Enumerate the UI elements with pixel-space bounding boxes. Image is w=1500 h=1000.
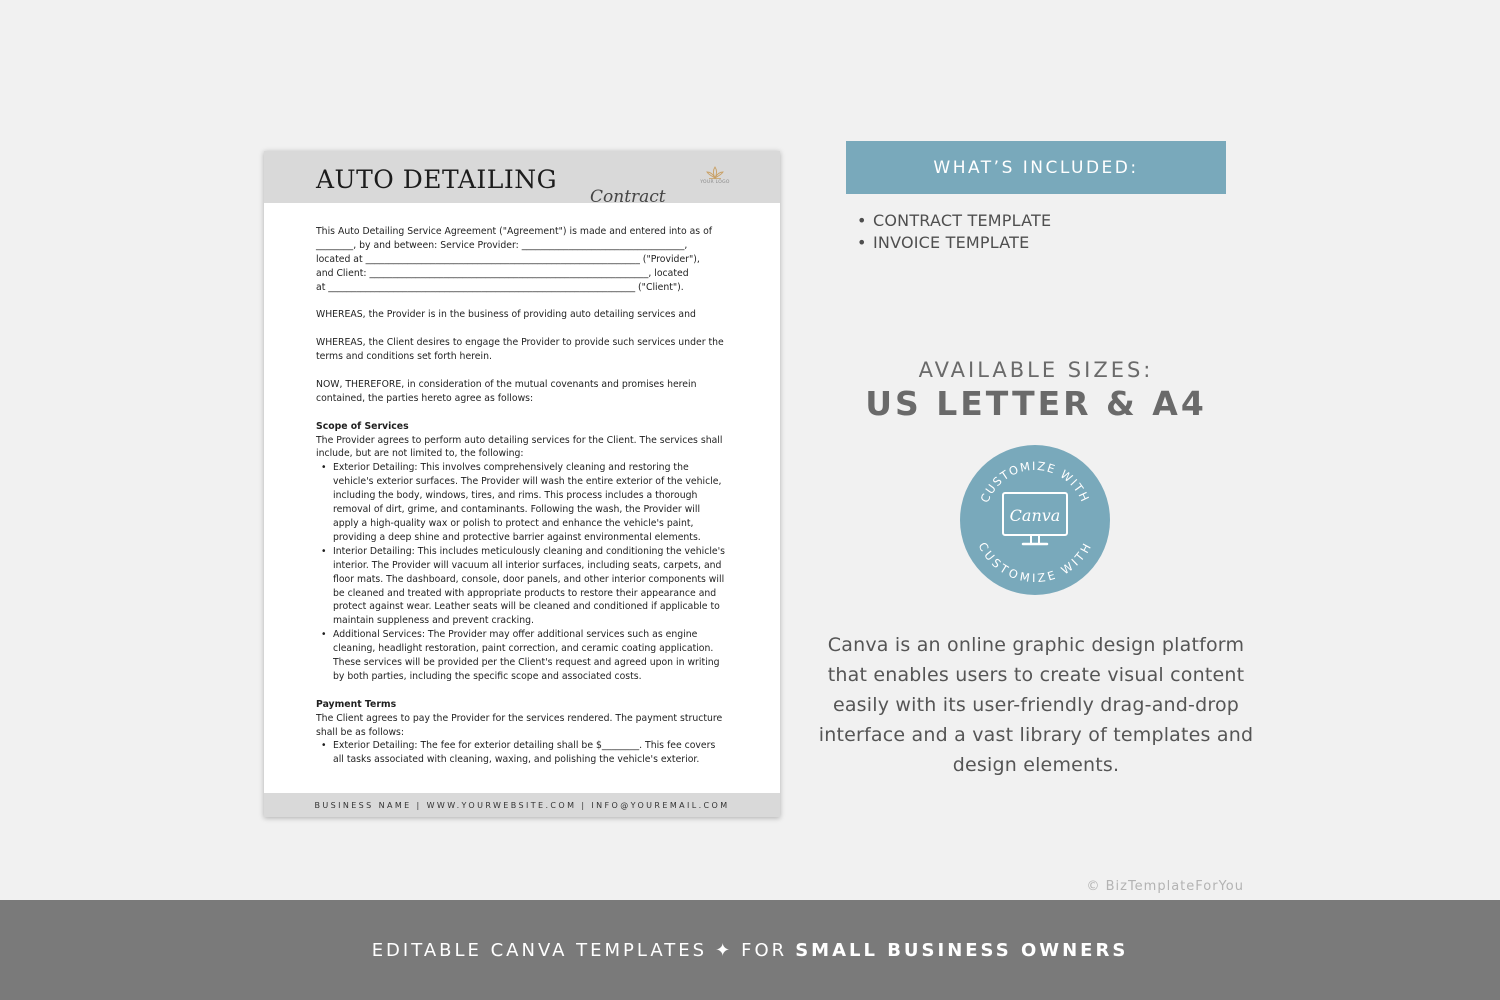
intro-line: ________, by and between: Service Provider: ___________________________________, (316, 239, 688, 251)
bottom-bar-middle: FOR (741, 939, 788, 961)
included-banner: WHAT’S INCLUDED: (846, 141, 1226, 194)
doc-subtitle: Contract (590, 187, 666, 207)
logo (700, 166, 730, 185)
scope-intro: The Provider agrees to perform auto detailing services for the Client. The services shall include, but are not limited to, the following: (316, 434, 723, 460)
payment-intro: The Client agrees to pay the Provider for the services rendered. The payment structure shall be as follows: (316, 712, 723, 738)
sizes-value: US LETTER & A4 (865, 384, 1207, 423)
doc-footer: BUSINESS NAME | WWW.YOURWEBSITE.COM | INFO@YOUREMAIL.COM (264, 793, 780, 817)
scope-list (316, 461, 728, 684)
copyright: © BizTemplateForYou (1086, 879, 1244, 894)
payment-heading: Payment Terms (316, 698, 397, 710)
intro-line: at __________________________________________________________________ ("Client"). (316, 281, 684, 293)
list-item: • Additional Services: The Provider may offer additional services such as engine cleaning, headlight restoration, paint correction, and ceramic coating application. These services will be provided per the Client's request and agreed upon in writing by both parties, including the specific scope and associated costs. (333, 628, 728, 684)
canva-logo-text: Canva (1009, 506, 1061, 525)
list-item: • Exterior Detailing: This involves comprehensively cleaning and restoring the vehicle's exterior surfaces. The Provider will wash the entire exterior of the vehicle, including the body, windows, tires, and rims. This process includes a thorough removal of dirt, grime, and contaminants. Following the wash, the Provider will apply a high-quality wax or polish to protect and enhance the vehicle's paint, providing a deep shine and protective barrier against environmental elements. (333, 461, 728, 544)
scope-heading: Scope of Services (316, 420, 409, 432)
doc-header (264, 151, 780, 207)
payment-list (316, 739, 728, 767)
canva-badge (960, 445, 1110, 595)
list-item: • Exterior Detailing: The fee for exterior detailing shall be $________. This fee covers all tasks associated with cleaning, waxing, and polishing the vehicle's exterior. (333, 739, 728, 767)
bottom-bar (0, 900, 1500, 1000)
canva-description: Canva is an online graphic design platform that enables users to create visual content easily with its user-friendly drag-and-drop interface and a vast library of templates and design elements. (818, 634, 1254, 776)
doc-body (316, 225, 728, 781)
doc-title: AUTO DETAILING (316, 165, 558, 194)
sparkle-icon: ✦ (715, 939, 734, 961)
contract-preview (264, 151, 780, 817)
intro-paragraph (316, 225, 728, 295)
whereas-client: WHEREAS, the Client desires to engage the Provider to provide such services under the terms and conditions set forth herein. (316, 337, 724, 363)
lotus-icon (706, 166, 724, 180)
now-therefore: NOW, THEREFORE, in consideration of the mutual covenants and promises herein contained, the parties hereto agree as follows: (316, 378, 697, 404)
list-item: • Interior Detailing: This includes meticulously cleaning and conditioning the vehicle's interior. The Provider will vacuum all interior surfaces, including seats, carpets, and floor mats. The dashboard, console, door panels, and other interior components will be cleaned and treated with appropriate products to restore their appearance and protect against wear. Leather seats will be cleaned and conditioned if applicable to maintain suppleness and prevent cracking. (333, 545, 728, 628)
sizes-label: AVAILABLE SIZES: (918, 358, 1154, 382)
logo-text: YOUR LOGO (700, 180, 730, 185)
whereas-provider: WHEREAS, the Provider is in the business of providing auto detailing services and (316, 309, 696, 321)
badge-text-bottom-path: CUSTOMIZE WITH (975, 539, 1095, 585)
intro-line: and Client: ____________________________________________________________, located (316, 267, 689, 279)
list-item: • CONTRACT TEMPLATE (873, 210, 1051, 232)
badge-text-top-path: CUSTOMIZE WITH (977, 458, 1093, 505)
list-item: • INVOICE TEMPLATE (873, 232, 1051, 254)
intro-line: This Auto Detailing Service Agreement ("Agreement") is made and entered into as of (316, 226, 713, 237)
included-list (873, 210, 1051, 254)
bottom-bar-left: EDITABLE CANVA TEMPLATES (371, 939, 708, 961)
intro-line: located at ___________________________________________________________ ("Provider"), (316, 253, 700, 265)
bottom-bar-emphasis: SMALL BUSINESS OWNERS (795, 939, 1129, 961)
